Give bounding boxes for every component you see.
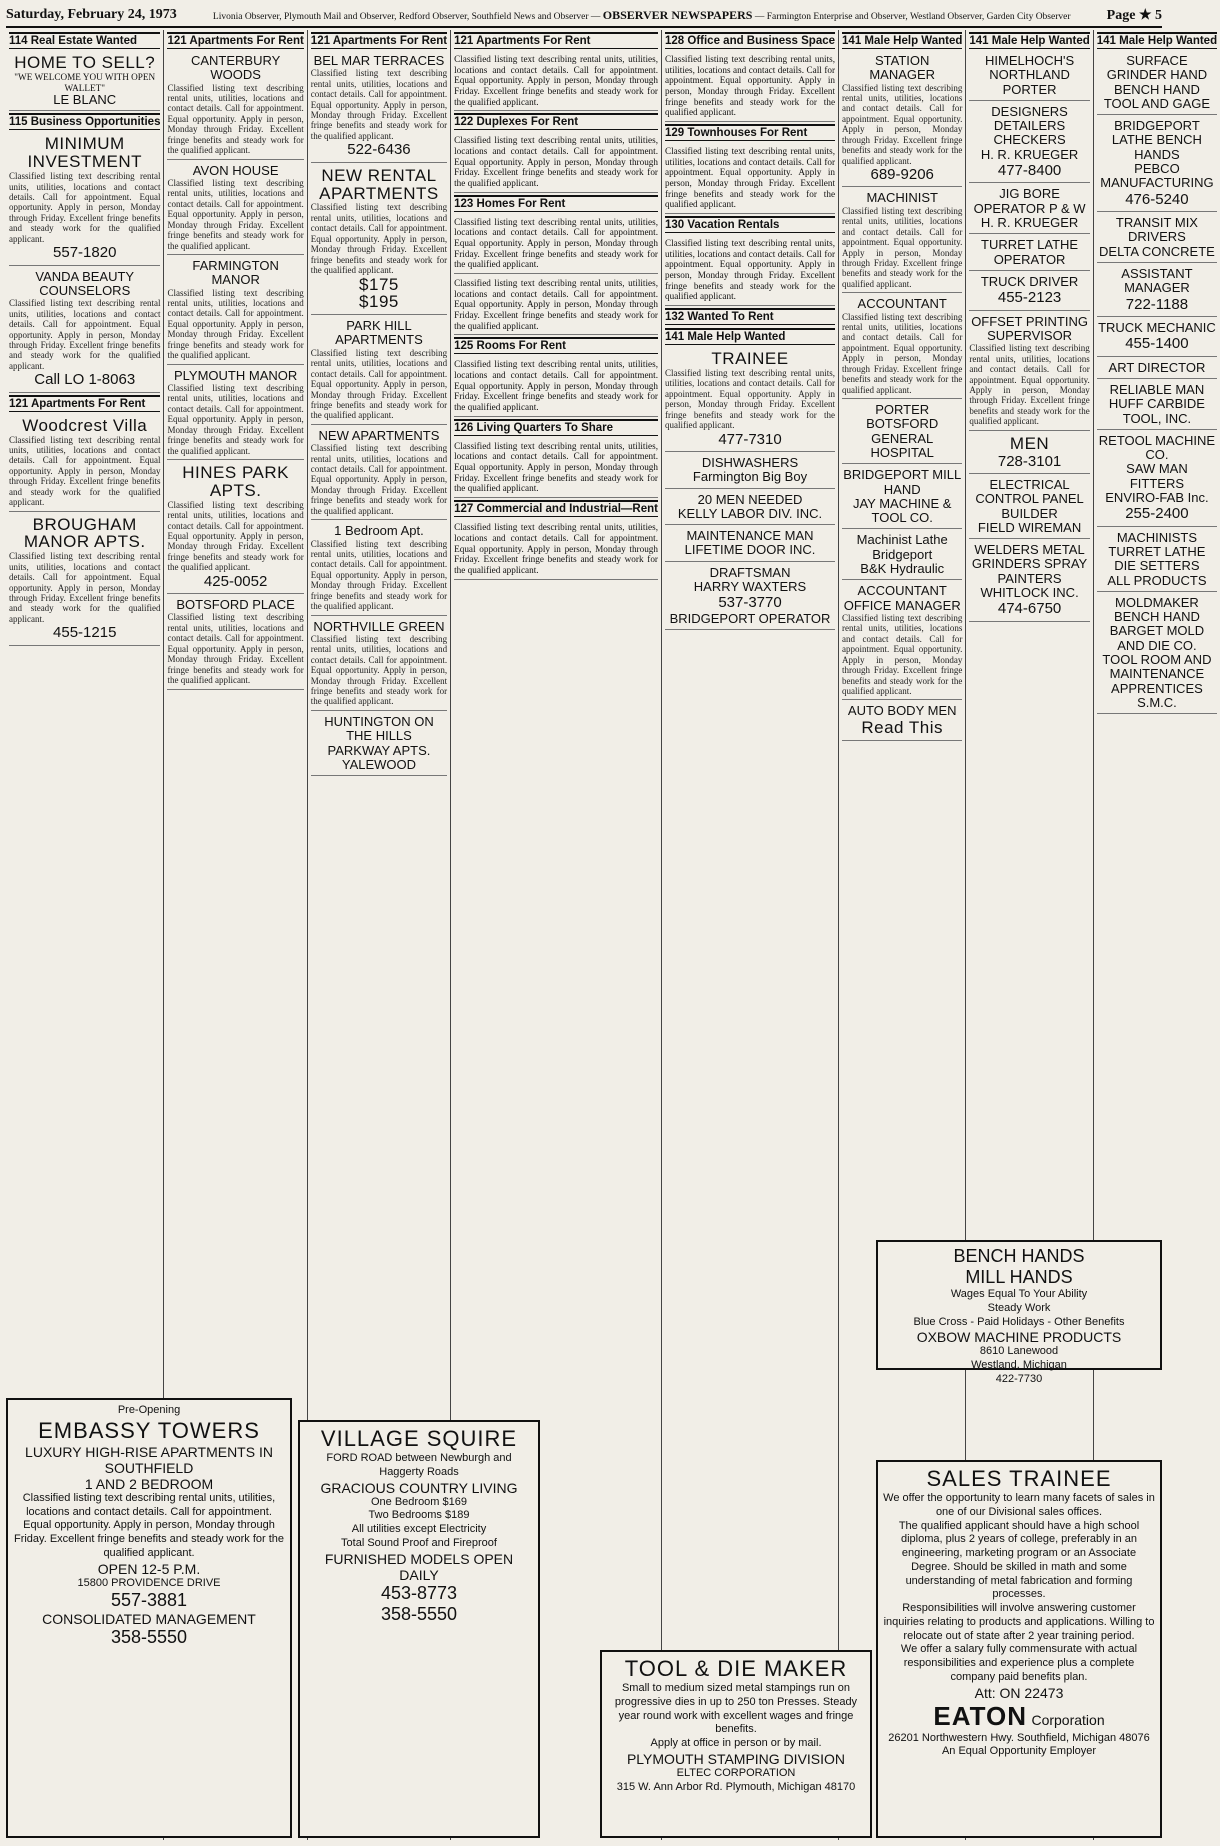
ad-home-to-sell (9, 52, 160, 111)
ad-farmington-manor (167, 257, 303, 365)
ad-company: H. R. KRUEGER (980, 215, 1079, 231)
village-phone-2: 358-5550 (380, 1603, 458, 1624)
ad-title: TRANSIT MIX DRIVERS (1115, 215, 1198, 245)
section-header-office: 128 Office and Business Space (665, 32, 835, 49)
ad-title: DESIGNERS DETAILERS CHECKERS (991, 103, 1068, 148)
village-location: FORD ROAD between Newburgh and Haggerty Roads (326, 1452, 512, 1478)
ad-subtitle-2: FITTERS (1129, 475, 1185, 491)
ad-headline: Read This (861, 717, 944, 737)
ad-title: NEW RENTAL APARTMENTS (319, 165, 439, 203)
ad-phone: 425-0052 (203, 572, 268, 590)
embassy-phone: 557-3881 (110, 1590, 188, 1611)
ad-retool (1097, 432, 1217, 527)
ad-body: Classified listing text describing rental units, utilities, locations and contact details. Call for appointment. Equal opportunity. Apply in person, Monday through Friday. Excellent fringe benefits and steady work for the qualified applicant. (167, 82, 304, 156)
village-rent-two: Two Bedrooms $189 (368, 1509, 470, 1522)
ad-body: Classified listing text describing rental units, utilities, locations and contact details. Call for appointment. Equal opportunity. Apply in person, Monday through Friday. Excellent fringe benefits and steady work for the qualified applicant. (167, 382, 304, 456)
ad-title: OFFSET PRINTING SUPERVISOR (971, 313, 1088, 343)
ad-body: Classified listing text describing rental units, utilities, locations and contact details. Call for appointment. Equal opportunity. Apply in person, Monday through Friday. Excellent fringe benefits and steady work for the qualified applicant. (167, 612, 304, 686)
ad-company: B&K Hydraulic (860, 561, 945, 577)
ad-title: ACCOUNTANT (857, 296, 947, 312)
ad-station-manager (842, 52, 962, 187)
ad-subtitle-2: DIE SETTERS (1114, 558, 1200, 574)
ad-title: RELIABLE MAN (1109, 381, 1205, 397)
village-rent-one: One Bedroom $169 (370, 1495, 467, 1508)
ad-truck-driver (969, 273, 1089, 311)
ad-room-listing: Classified listing text describing rental units, utilities, locations and contact details. Call for appointment. Equal opportunity. Apply in person, Monday through Friday. Excellent fringe benefits and steady work for the qualified applicant. (454, 357, 658, 416)
section-header-apartments: 121 Apartments For Rent (311, 32, 447, 49)
section-header-vacation: 130 Vacation Rentals (665, 216, 835, 233)
bench-steady: Steady Work (987, 1301, 1051, 1314)
ad-body: Classified listing text describing rental units, utilities, locations and contact details. Call for appointment. Equal opportunity. Apply in person, Monday through Friday. Excellent fringe benefits and steady work for the qualified applicant. (310, 347, 448, 421)
eaton-logo: EATON (933, 1700, 1027, 1731)
embassy-address: 15800 PROVIDENCE DRIVE (77, 1576, 221, 1589)
oxbow-phone: 422-7730 (995, 1372, 1043, 1385)
oxbow-company: OXBOW MACHINE PRODUCTS (916, 1329, 1122, 1346)
tool-die-title: TOOL & DIE MAKER (624, 1656, 848, 1681)
ad-title: MACHINISTS (1116, 529, 1198, 545)
ad-company: H. R. KRUEGER (980, 146, 1079, 162)
ad-subtitle: BRIDGEPORT OPERATOR (669, 610, 831, 626)
ad-company: JAY MACHINE & TOOL CO. (852, 495, 952, 526)
ad-title: MINIMUM INVESTMENT (27, 134, 143, 172)
ad-truck-mechanic (1097, 319, 1217, 357)
ad-reliable-man (1097, 381, 1217, 430)
ad-company: LE BLANC (53, 92, 117, 108)
ad-title: ACCOUNTANT OFFICE MANAGER (843, 583, 961, 613)
eaton-eoe: An Equal Opportunity Employer (941, 1745, 1097, 1758)
section-header-living: 126 Living Quarters To Share (454, 419, 658, 436)
ad-subtitle: FIELD WIREMAN (977, 519, 1082, 535)
ad-company: HUFF CARBIDE TOOL, INC. (1108, 396, 1205, 426)
ad-moldmaker (1097, 594, 1217, 714)
ad-title: DRAFTSMAN (709, 564, 791, 580)
ad-jig-bore (969, 185, 1089, 234)
ad-townhouse-listing: Classified listing text describing rental units, utilities, locations and contact details. Call for appointment. Equal opportunity. Apply in person, Monday through Friday. Excellent fringe benefits and steady work for the qualified applicant. (665, 144, 835, 214)
ad-accountant-office (842, 582, 962, 700)
bench-benefits: Blue Cross - Paid Holidays - Other Benefits (913, 1315, 1125, 1328)
ad-northville (311, 618, 447, 711)
bench-wages: Wages Equal To Your Ability (950, 1288, 1088, 1300)
ad-men-needed (665, 491, 835, 526)
embassy-subtitle: LUXURY HIGH-RISE APARTMENTS IN SOUTHFIELD (25, 1443, 273, 1476)
ad-title: JIG BORE OPERATOR P & W (973, 186, 1086, 216)
ad-title: MACHINIST (866, 190, 938, 206)
ad-embassy-towers (6, 1398, 292, 1838)
ad-one-bedroom (311, 522, 447, 615)
ad-village-squire (298, 1420, 540, 1838)
ad-body: Classified listing text describing rental units, utilities, locations and contact details. Call for appointment. Equal opportunity. Apply in person, Monday through Friday. Excellent fringe benefits and steady work for the qualified applicant. (310, 633, 448, 707)
ad-auto-body (842, 702, 962, 740)
embassy-description: Classified listing text describing rental units, utilities, locations and contact details. Call for appointment. Equal opportunity. Apply in person, Monday through Friday. Excellent fringe benefits and steady work for the qualified applicant. (13, 1491, 285, 1559)
ad-title: PORTER (875, 402, 930, 418)
ad-company: ALL PRODUCTS (1107, 572, 1207, 588)
embassy-management: CONSOLIDATED MANAGEMENT (42, 1611, 256, 1628)
ad-bridgeport-lathe (1097, 117, 1217, 212)
ad-title: AVON HOUSE (192, 162, 279, 178)
ad-commercial-listing: Classified listing text describing rental units, utilities, locations and contact details. Call for appointment. Equal opportunity. Apply in person, Monday through Friday. Excellent fringe benefits and steady work for the qualified applicant. (454, 520, 658, 579)
bench-title: BENCH HANDS (953, 1246, 1085, 1266)
sales-reference: ON 22473 (999, 1684, 1064, 1701)
ad-rent-one: $175 (359, 274, 399, 294)
ad-subtitle: TURRET LATHE (1108, 543, 1206, 559)
ad-title: BRIDGEPORT LATHE BENCH HANDS (1111, 118, 1202, 162)
section-header-duplexes: 122 Duplexes For Rent (454, 113, 658, 130)
column-5 (662, 30, 839, 1840)
ad-huntington (311, 713, 447, 776)
section-header-wanted-rent: 132 Wanted To Rent (665, 308, 835, 325)
embassy-bedrooms: 1 AND 2 BEDROOM (84, 1475, 214, 1492)
oxbow-city: Westland, Michigan (971, 1359, 1067, 1371)
ad-phone: Call LO 1-8063 (34, 371, 136, 389)
ad-machinist (842, 189, 962, 293)
ad-living-listing: Classified listing text describing rental units, utilities, locations and contact details. Call for appointment. Equal opportunity. Apply in person, Monday through Friday. Excellent fringe benefits and steady work for the qualified applicant. (454, 439, 658, 498)
ad-body: Classified listing text describing rental units, utilities, locations and contact details. Call for appointment. Equal opportunity. Apply in person, Monday through Friday. Excellent fringe benefits and steady work for the qualified applicant. (9, 551, 161, 624)
village-utilities: All utilities except Electricity (351, 1523, 487, 1535)
ad-company: HARRY WAXTERS (693, 579, 807, 595)
ad-offset-printing (969, 313, 1089, 431)
ad-sales-trainee (876, 1460, 1162, 1838)
eaton-corporation: Corporation (1031, 1711, 1105, 1728)
ad-phone: 476-5240 (1125, 190, 1189, 208)
section-header-apartments: 121 Apartments For Rent (454, 32, 658, 49)
ad-himelhoch (969, 52, 1089, 101)
ad-title: PARK HILL APARTMENTS (335, 318, 423, 348)
tool-die-apply: Apply at office in person or by mail. (650, 1737, 822, 1749)
ad-title: TRUCK MECHANIC (1098, 319, 1216, 335)
sales-text-1: We offer the opportunity to learn many facets of sales in one of our Divisional sales offices. (883, 1492, 1155, 1518)
embassy-title: EMBASSY TOWERS (38, 1417, 260, 1443)
ad-company: DELTA CONCRETE (1099, 243, 1215, 259)
bench-mill: MILL HANDS (965, 1267, 1073, 1287)
embassy-hours: OPEN 12-5 P.M. (97, 1560, 201, 1577)
section-header-male-help: 141 Male Help Wanted (969, 32, 1089, 49)
ad-office-listing: Classified listing text describing rental units, utilities, locations and contact details. Call for appointment. Equal opportunity. Apply in person, Monday through Friday. Excellent fringe benefits and steady work for the qualified applicant. (665, 52, 835, 122)
section-header-townhouses: 129 Townhouses For Rent (665, 124, 835, 141)
ad-title: TURRET LATHE OPERATOR (981, 237, 1079, 267)
publications-right: Farmington Enterprise and Observer, Westland Observer, Garden City Observer (766, 11, 1071, 22)
ad-title: STATION MANAGER (869, 53, 936, 83)
section-header-rooms: 125 Rooms For Rent (454, 337, 658, 354)
ad-title: TRUCK DRIVER (980, 273, 1079, 289)
ad-company: LIFETIME DOOR INC. (684, 542, 816, 558)
eaton-address: 26201 Northwestern Hwy. Southfield, Michigan 48076 (888, 1731, 1150, 1744)
ad-art-director (1097, 359, 1217, 379)
ad-home-listing-2: Classified listing text describing rental units, utilities, locations and contact details. Call for appointment. Equal opportunity. Apply in person, Monday through Friday. Excellent fringe benefits and steady work for the qualified applicant. (454, 276, 658, 335)
ad-phone: 455-2123 (997, 289, 1062, 307)
ad-woodcrest (9, 415, 160, 512)
ad-title: CANTERBURY WOODS (190, 53, 281, 83)
sales-title: SALES TRAINEE (926, 1466, 1112, 1491)
ad-new-rental (311, 165, 447, 315)
ad-body: Classified listing text describing rental units, utilities, locations and contact details. Call for appointment. Equal opportunity. Apply in person, Monday through Friday. Excellent fringe benefits and steady work for the qualified applicant. (842, 205, 963, 289)
ad-phone: 474-6750 (997, 600, 1062, 618)
embassy-phone-2: 358-5550 (110, 1627, 188, 1648)
ad-title: VANDA BEAUTY COUNSELORS (35, 268, 135, 298)
ad-body: Classified listing text describing rental units, utilities, locations and contact details. Call for appointment. Equal opportunity. Apply in person, Monday through Friday. Excellent fringe benefits and steady work for the qualified applicant. (310, 443, 448, 516)
ad-draftsman (665, 564, 835, 630)
ad-brougham (9, 514, 160, 646)
ad-title: TRAINEE (711, 349, 789, 369)
plymouth-stamping: PLYMOUTH STAMPING DIVISION (626, 1750, 846, 1767)
section-header-apartments: 121 Apartments For Rent (9, 395, 160, 412)
ad-company: KELLY LABOR DIV. INC. (677, 505, 823, 521)
ad-electrical (969, 476, 1089, 539)
ad-body: Classified listing text describing rental units, utilities, locations and contact details. Call for appointment. Equal opportunity. Apply in person, Monday through Friday. Excellent fringe benefits and steady work for the qualified applicant. (9, 434, 161, 508)
ad-title: PLYMOUTH MANOR (174, 367, 298, 383)
ad-body: Classified listing text describing rental units, utilities, locations and contact details. Call for appointment. Equal opportunity. Apply in person, Monday through Friday. Excellent fringe benefits and steady work for the qualified applicant. (842, 311, 963, 395)
ad-company: Farmington Big Boy (692, 469, 808, 485)
ad-body: Classified listing text describing rental units, utilities, locations and contact details. Call for appointment. Equal opportunity. Apply in person, Monday through Friday. Excellent fringe benefits and steady work for the qualified applicant. (167, 287, 304, 361)
embassy-pre-opening: Pre-Opening (117, 1404, 181, 1416)
ad-title: ART DIRECTOR (1108, 359, 1206, 375)
ad-transit-mix (1097, 214, 1217, 263)
ad-title: RETOOL MACHINE CO. (1098, 432, 1216, 463)
sales-text-2: The qualified applicant should have a high school diploma, plus 2 years of college, preferably in an engineering, marketing program or an Associate Degree. Should be skilled in math and some understanding of metal fabrication and forming processes. (898, 1519, 1140, 1601)
village-soundproof: Total Sound Proof and Fireproof (341, 1536, 497, 1549)
ad-phone: 522-6436 (347, 141, 411, 159)
ad-home-listing: Classified listing text describing rental units, utilities, locations and contact details. Call for appointment. Equal opportunity. Apply in person, Monday through Friday. Excellent fringe benefits and steady work for the qualified applicant. (454, 215, 658, 274)
ad-subtitle: SAW MAN (1126, 461, 1188, 477)
ad-body: Classified listing text describing rental units, utilities, locations and contact details. Call for appointment. Equal opportunity. Apply in person, Monday through Friday. Excellent fringe benefits and steady work for the qualified applicant. (167, 177, 304, 251)
ad-phone: 255-2400 (1125, 505, 1189, 523)
ad-phone: 537-3770 (718, 594, 782, 612)
ad-trainee (665, 348, 835, 452)
ad-title: WELDERS METAL GRINDERS SPRAY PAINTERS (971, 542, 1088, 586)
ad-phone: 477-8400 (997, 162, 1062, 180)
ad-title: BEL MAR TERRACES (313, 53, 445, 68)
ad-welders (969, 541, 1089, 622)
ad-vacation-listing: Classified listing text describing rental units, utilities, locations and contact details. Call for appointment. Equal opportunity. Apply in person, Monday through Friday. Excellent fringe benefits and steady work for the qualified applicant. (665, 236, 835, 306)
ad-phone: 728-3101 (997, 452, 1062, 470)
ad-subtitle: TOOL ROOM AND MAINTENANCE APPRENTICES (1102, 652, 1212, 696)
ad-surface-grinder (1097, 52, 1217, 115)
section-header-business: 115 Business Opportunities (9, 113, 160, 130)
publications-left: Livonia Observer, Plymouth Mail and Observer, Redford Observer, Southfield News and Observer (212, 11, 589, 22)
ad-hines-park (167, 462, 303, 594)
ad-subtitle-2: YALEWOOD (341, 756, 417, 772)
ad-dishwashers (665, 454, 835, 489)
ad-title: 20 MEN NEEDED (697, 491, 803, 507)
ad-canterbury (167, 52, 303, 160)
ad-title: HINES PARK APTS. (182, 463, 289, 500)
section-header-male-help: 141 Male Help Wanted (665, 328, 835, 345)
ad-designers (969, 103, 1089, 184)
ad-phone: 455-1400 (1125, 335, 1189, 353)
ad-title: ELECTRICAL CONTROL PANEL BUILDER (975, 476, 1084, 521)
ad-company: BOTSFORD GENERAL HOSPITAL (866, 416, 939, 460)
ad-title: SURFACE GRINDER HAND BENCH HAND TOOL AND GAGE (1103, 53, 1211, 111)
village-models: FURNISHED MODELS OPEN DAILY (324, 1550, 514, 1583)
ad-title: HUNTINGTON ON THE HILLS (324, 713, 434, 744)
ad-bridgeport-mill (842, 466, 962, 529)
ad-accountant (842, 295, 962, 399)
village-phone-1: 453-8773 (380, 1582, 458, 1603)
ad-title: DISHWASHERS (701, 454, 799, 470)
ad-park-hill (311, 317, 447, 425)
ad-title: MEN (1009, 433, 1050, 453)
issue-date: Saturday, February 24, 1973 (6, 7, 177, 22)
section-header-real-estate: 114 Real Estate Wanted (9, 32, 160, 49)
ad-avon (167, 162, 303, 255)
eltec-address: 315 W. Ann Arbor Rd. Plymouth, Michigan 48170 (616, 1780, 856, 1793)
sales-attention: Att: (974, 1684, 996, 1701)
ad-botsford-place (167, 596, 303, 689)
sales-text-3: Responsibilities will involve answering customer inquiries relating to products and applications. Willing to relocate out of state after 2 year training period. (883, 1602, 1155, 1642)
ad-body: Classified listing text describing rental units, utilities, locations and contact details. Call for appointment. Equal opportunity. Apply in person, Monday through Friday. Excellent fringe benefits and steady work for the qualified applicant. (167, 499, 304, 573)
ad-bel-mar (311, 52, 447, 163)
section-header-male-help: 141 Male Help Wanted (842, 32, 962, 49)
ad-title: BRIDGEPORT MILL HAND (843, 467, 962, 497)
ad-phone: 722-1188 (1125, 295, 1189, 313)
ad-body: Classified listing text describing rental units, utilities, locations and contact details. Call for appointment. Equal opportunity. Apply in person, Monday through Friday. Excellent fringe benefits and steady work for the qualified applicant. (310, 68, 448, 141)
ad-machinists (1097, 529, 1217, 592)
ad-minimum-investment (9, 133, 160, 265)
page-number: Page ★ 5 (1106, 7, 1162, 23)
section-header-male-help: 141 Male Help Wanted (1097, 32, 1217, 49)
ad-title: MOLDMAKER BENCH HAND (1113, 594, 1200, 625)
ad-duplex-listing: Classified listing text describing rental units, utilities, locations and contact details. Call for appointment. Equal opportunity. Apply in person, Monday through Friday. Excellent fringe benefits and steady work for the qualified applicant. (454, 133, 658, 192)
ad-company: ENVIRO-FAB Inc. (1105, 490, 1209, 505)
ad-body: Classified listing text describing rental units, utilities, locations and contact details. Call for appointment. Equal opportunity. Apply in person, Monday through Friday. Excellent fringe benefits and steady work for the qualified applicant. (842, 82, 963, 166)
ad-company: PEBCO MANUFACTURING (1100, 161, 1214, 191)
ad-title: 1 Bedroom Apt. (334, 523, 424, 539)
masthead (6, 4, 1162, 28)
ad-body: Classified listing text describing rental units, utilities, locations and contact details. Call for appointment. Equal opportunity. Apply in person, Monday through Friday. Excellent fringe benefits and steady work for the qualified applicant. (9, 171, 161, 244)
ad-body: Classified listing text describing rental units, utilities, locations and contact details. Call for appointment. Equal opportunity. Apply in person, Monday through Friday. Excellent fringe benefits and steady work for the qualified applicant. (310, 538, 448, 612)
ad-body: Classified listing text describing rental units, utilities, locations and contact details. Call for appointment. Equal opportunity. Apply in person, Monday through Friday. Excellent fringe benefits and steady work for the qualified applicant. (842, 612, 963, 696)
ad-new-apartments (311, 427, 447, 520)
ad-title: Woodcrest Villa (22, 415, 148, 435)
publication-list: Livonia Observer, Plymouth Mail and Observer, Redford Observer, Southfield News and Observer — OBSERVER NEWSPAPERS — Farmington Enterprise and Observer, Westland Observer, Garden City Observer (212, 7, 1071, 22)
ad-title: NORTHVILLE GREEN (313, 618, 445, 634)
newspaper-group: OBSERVER NEWSPAPERS (602, 7, 753, 22)
ad-title: FARMINGTON MANOR (192, 258, 279, 288)
ad-title: ASSISTANT MANAGER (1121, 265, 1193, 296)
ad-body: Classified listing text describing rental units, utilities, locations and contact details. Call for appointment. Equal opportunity. Apply in person, Monday through Friday. Excellent fringe benefits and steady work for the qualified applicant. (969, 343, 1090, 427)
ad-phone: 557-1820 (53, 244, 117, 262)
ad-turret-operator (969, 236, 1089, 271)
sales-text-4: We offer a salary fully commensurate with actual responsibilities and experience plus a complete company paid benefits plan. (900, 1643, 1138, 1683)
oxbow-address: 8610 Lanewood (979, 1345, 1059, 1358)
ad-title: AUTO BODY MEN (847, 703, 957, 719)
ad-porter (842, 401, 962, 464)
ad-phone: 689-9206 (870, 166, 934, 184)
ad-title: NEW APARTMENTS (318, 427, 440, 443)
ad-company: WHITLOCK INC. (980, 585, 1079, 601)
ad-machinist-lathe (842, 531, 962, 580)
ad-apartment-listing: Classified listing text describing rental units, utilities, locations and contact details. Call for appointment. Equal opportunity. Apply in person, Monday through Friday. Excellent fringe benefits and steady work for the qualified applicant. (454, 52, 658, 111)
village-title: VILLAGE SQUIRE (320, 1426, 518, 1451)
section-header-apartments: 121 Apartments For Rent (167, 32, 303, 49)
ad-title: Machinist Lathe Bridgeport (856, 532, 948, 562)
ad-subtitle: PORTER (1002, 81, 1057, 97)
ad-maintenance (665, 527, 835, 562)
ad-phone: 477-7310 (718, 430, 782, 448)
ad-tagline: "WE WELCOME YOU WITH OPEN WALLET" (14, 71, 156, 93)
ad-title: BOTSFORD PLACE (176, 597, 295, 613)
ad-subtitle-2: S.M.C. (1137, 694, 1177, 710)
village-tagline: GRACIOUS COUNTRY LIVING (320, 1479, 518, 1496)
ad-body: Classified listing text describing rental units, utilities, locations and contact details. Call for appointment. Equal opportunity. Apply in person, Monday through Friday. Excellent fringe benefits and steady work for the qualified applicant. (665, 367, 836, 431)
ad-title: HIMELHOCH'S NORTHLAND (984, 53, 1075, 83)
ad-vanda (9, 268, 160, 393)
ad-body: Classified listing text describing rental units, utilities, locations and contact details. Call for appointment. Equal opportunity. Apply in person, Monday through Friday. Excellent fringe benefits and steady work for the qualified applicant. (310, 202, 448, 276)
ad-body: Classified listing text describing rental units, utilities, locations and contact details. Call for appointment. Equal opportunity. Apply in person, Monday through Friday. Excellent fringe benefits and steady work for the qualified applicant. (9, 298, 161, 371)
ad-title: MAINTENANCE MAN (686, 528, 814, 544)
ad-company: BARGET MOLD AND DIE CO. (1109, 623, 1205, 653)
ad-bench-hands (876, 1240, 1162, 1385)
ad-tool-die-maker (600, 1650, 872, 1838)
ad-title: BROUGHAM MANOR APTS. (23, 514, 146, 552)
eltec-company: ELTEC CORPORATION (676, 1766, 796, 1779)
ad-men (969, 433, 1089, 474)
ad-subtitle: PARKWAY APTS. (327, 742, 431, 758)
ad-rent-two: $195 (359, 292, 399, 312)
section-header-homes: 123 Homes For Rent (454, 195, 658, 212)
section-header-commercial: 127 Commercial and Industrial—Rent (454, 500, 658, 517)
ad-title: HOME TO SELL? (14, 53, 156, 72)
ad-assistant-manager (1097, 265, 1217, 317)
ad-phone: 455-1215 (53, 624, 117, 642)
ad-plymouth-manor (167, 367, 303, 460)
tool-die-description: Small to medium sized metal stampings run on progressive dies in up to 250 ton Presses. Steady year round work with excellent wages and fringe benefits. (614, 1682, 858, 1736)
